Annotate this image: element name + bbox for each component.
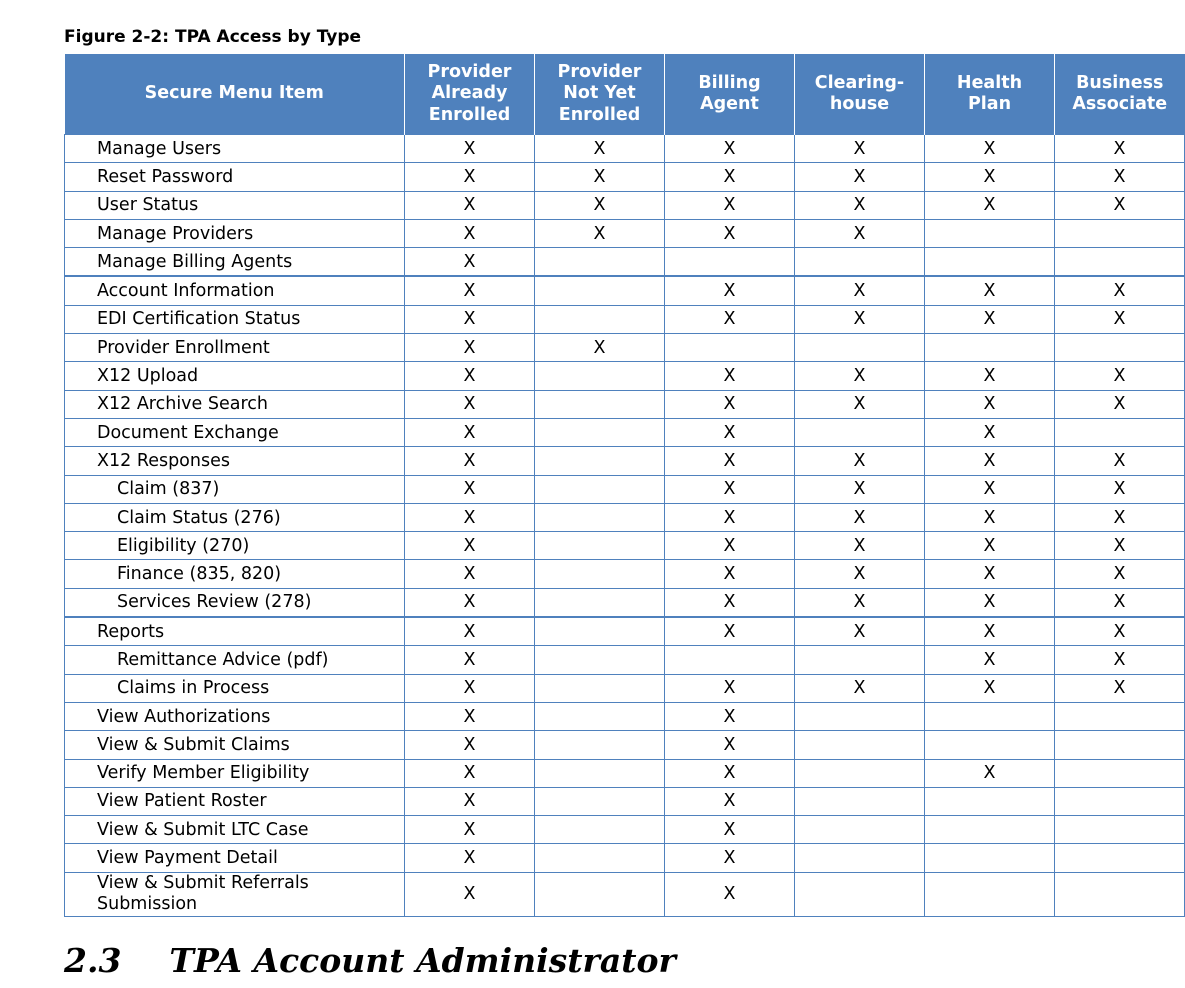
access-mark-cell: X xyxy=(925,135,1055,163)
access-mark-cell: X xyxy=(1055,588,1185,617)
column-header-line: Associate xyxy=(1072,94,1168,114)
access-mark-cell: X xyxy=(405,787,535,815)
access-mark-cell: X xyxy=(535,334,665,362)
table-row xyxy=(65,872,1185,916)
column-header-line: Billing xyxy=(698,72,761,93)
access-mark-cell: X xyxy=(665,135,795,163)
tpa-access-table xyxy=(64,54,1185,917)
menu-item-label: Manage Users xyxy=(65,135,405,163)
access-mark-cell: X xyxy=(665,759,795,787)
menu-item-label: View & Submit LTC Case xyxy=(65,816,405,844)
access-mark-cell xyxy=(535,617,665,646)
access-mark-cell: X xyxy=(1055,617,1185,646)
access-mark-cell: X xyxy=(405,532,535,560)
table-row xyxy=(65,844,1185,872)
access-mark-cell: X xyxy=(925,362,1055,390)
access-mark-cell: X xyxy=(925,759,1055,787)
access-mark-cell: X xyxy=(795,276,925,305)
access-mark-cell: X xyxy=(925,418,1055,446)
access-mark-cell: X xyxy=(925,503,1055,531)
access-mark-cell: X xyxy=(795,135,925,163)
column-header-line: Plan xyxy=(967,94,1012,114)
access-mark-cell: X xyxy=(1055,475,1185,503)
access-mark-cell xyxy=(1055,787,1185,815)
access-mark-cell: X xyxy=(405,475,535,503)
access-mark-cell: X xyxy=(405,191,535,219)
access-mark-cell: X xyxy=(925,390,1055,418)
access-mark-cell xyxy=(535,475,665,503)
access-mark-cell: X xyxy=(795,191,925,219)
access-mark-cell xyxy=(535,447,665,475)
access-mark-cell: X xyxy=(665,731,795,759)
table-row xyxy=(65,418,1185,446)
access-mark-cell: X xyxy=(535,219,665,247)
menu-item-label: Eligibility (270) xyxy=(65,532,405,560)
menu-item-label: View Patient Roster xyxy=(65,787,405,815)
table-row xyxy=(65,305,1185,333)
access-mark-cell: X xyxy=(665,560,795,588)
access-mark-cell: X xyxy=(1055,362,1185,390)
access-mark-cell: X xyxy=(795,475,925,503)
access-mark-cell: X xyxy=(665,844,795,872)
access-mark-cell: X xyxy=(925,276,1055,305)
access-mark-cell: X xyxy=(405,219,535,247)
column-header-line: Secure Menu Item xyxy=(144,83,324,104)
table-row xyxy=(65,503,1185,531)
access-mark-cell: X xyxy=(405,362,535,390)
access-mark-cell: X xyxy=(795,219,925,247)
access-mark-cell: X xyxy=(405,872,535,916)
access-mark-cell: X xyxy=(665,362,795,390)
menu-item-label: Claim (837) xyxy=(65,475,405,503)
access-mark-cell: X xyxy=(665,617,795,646)
access-mark-cell: X xyxy=(405,816,535,844)
access-mark-cell xyxy=(535,248,665,277)
table-row xyxy=(65,276,1185,305)
access-mark-cell: X xyxy=(795,390,925,418)
access-mark-cell xyxy=(535,418,665,446)
table-row xyxy=(65,702,1185,730)
section-number: 2.3 xyxy=(64,941,122,980)
access-mark-cell xyxy=(795,759,925,787)
access-mark-cell xyxy=(665,248,795,277)
access-mark-cell: X xyxy=(1055,305,1185,333)
access-mark-cell: X xyxy=(1055,503,1185,531)
access-mark-cell xyxy=(535,787,665,815)
access-mark-cell xyxy=(1055,219,1185,247)
access-mark-cell: X xyxy=(405,560,535,588)
access-mark-cell: X xyxy=(665,674,795,702)
access-mark-cell: X xyxy=(535,163,665,191)
access-mark-cell xyxy=(535,674,665,702)
column-header-line: Agent xyxy=(700,94,759,114)
table-row xyxy=(65,560,1185,588)
access-mark-cell: X xyxy=(665,588,795,617)
access-mark-cell: X xyxy=(795,305,925,333)
menu-item-label: View & Submit Referrals Submission xyxy=(65,872,405,916)
access-mark-cell: X xyxy=(795,588,925,617)
access-mark-cell: X xyxy=(1055,135,1185,163)
access-mark-cell: X xyxy=(925,617,1055,646)
access-mark-cell: X xyxy=(405,503,535,531)
access-mark-cell: X xyxy=(405,305,535,333)
access-mark-cell: X xyxy=(665,872,795,916)
access-mark-cell: X xyxy=(925,588,1055,617)
access-mark-cell: X xyxy=(1055,191,1185,219)
access-mark-cell: X xyxy=(925,532,1055,560)
access-mark-cell: X xyxy=(665,503,795,531)
column-header-line: house xyxy=(829,94,890,114)
access-mark-cell xyxy=(795,872,925,916)
access-mark-cell: X xyxy=(925,674,1055,702)
access-mark-cell: X xyxy=(665,163,795,191)
table-row xyxy=(65,617,1185,646)
menu-item-label: User Status xyxy=(65,191,405,219)
access-mark-cell xyxy=(535,816,665,844)
table-row xyxy=(65,248,1185,277)
access-mark-cell xyxy=(535,646,665,674)
column-header xyxy=(925,54,1055,135)
access-mark-cell xyxy=(925,248,1055,277)
access-mark-cell xyxy=(1055,872,1185,916)
access-mark-cell: X xyxy=(925,447,1055,475)
access-mark-cell xyxy=(795,816,925,844)
access-mark-cell xyxy=(795,418,925,446)
access-mark-cell: X xyxy=(405,418,535,446)
section-heading xyxy=(64,937,676,980)
access-mark-cell xyxy=(925,731,1055,759)
column-header-line: Not Yet xyxy=(563,83,636,104)
table-row xyxy=(65,447,1185,475)
column-header xyxy=(65,54,405,135)
menu-item-label: View Authorizations xyxy=(65,702,405,730)
access-mark-cell xyxy=(795,248,925,277)
access-mark-cell: X xyxy=(795,503,925,531)
table-row xyxy=(65,475,1185,503)
access-mark-cell xyxy=(1055,844,1185,872)
access-mark-cell xyxy=(1055,759,1185,787)
menu-item-label: Remittance Advice (pdf) xyxy=(65,646,405,674)
column-header-line: Enrolled xyxy=(558,104,641,125)
column-header-line: Provider xyxy=(427,61,512,82)
access-mark-cell xyxy=(795,702,925,730)
column-header xyxy=(535,54,665,135)
access-mark-cell xyxy=(535,362,665,390)
access-mark-cell: X xyxy=(665,305,795,333)
access-mark-cell: X xyxy=(795,362,925,390)
access-mark-cell xyxy=(795,844,925,872)
column-header-line: Health xyxy=(956,72,1023,93)
access-mark-cell xyxy=(1055,334,1185,362)
access-mark-cell: X xyxy=(405,731,535,759)
table-row xyxy=(65,334,1185,362)
access-mark-cell: X xyxy=(665,447,795,475)
access-mark-cell xyxy=(1055,248,1185,277)
access-mark-cell xyxy=(925,334,1055,362)
access-mark-cell xyxy=(1055,731,1185,759)
access-mark-cell xyxy=(535,731,665,759)
access-mark-cell: X xyxy=(665,191,795,219)
access-mark-cell: X xyxy=(405,447,535,475)
access-mark-cell: X xyxy=(405,390,535,418)
column-header-line: Clearing- xyxy=(814,72,905,93)
column-header-line: Already xyxy=(431,83,508,104)
access-mark-cell: X xyxy=(665,219,795,247)
access-mark-cell: X xyxy=(405,674,535,702)
menu-item-label: Claims in Process xyxy=(65,674,405,702)
access-mark-cell xyxy=(1055,702,1185,730)
tpa-access-table-wrapper xyxy=(64,54,1168,917)
menu-item-label: X12 Responses xyxy=(65,447,405,475)
access-mark-cell: X xyxy=(795,560,925,588)
access-mark-cell: X xyxy=(1055,560,1185,588)
column-header xyxy=(405,54,535,135)
access-mark-cell: X xyxy=(1055,390,1185,418)
access-mark-cell: X xyxy=(925,475,1055,503)
access-mark-cell: X xyxy=(1055,674,1185,702)
access-mark-cell xyxy=(535,702,665,730)
access-mark-cell xyxy=(535,503,665,531)
access-mark-cell xyxy=(535,305,665,333)
access-mark-cell xyxy=(535,560,665,588)
access-mark-cell: X xyxy=(535,191,665,219)
access-mark-cell: X xyxy=(665,702,795,730)
menu-item-label: Manage Providers xyxy=(65,219,405,247)
access-mark-cell xyxy=(535,759,665,787)
menu-item-label: View & Submit Claims xyxy=(65,731,405,759)
menu-item-label: View Payment Detail xyxy=(65,844,405,872)
access-mark-cell xyxy=(535,844,665,872)
access-mark-cell xyxy=(795,731,925,759)
menu-item-label: Claim Status (276) xyxy=(65,503,405,531)
access-mark-cell xyxy=(925,787,1055,815)
menu-item-label: Finance (835, 820) xyxy=(65,560,405,588)
menu-item-label: Provider Enrollment xyxy=(65,334,405,362)
access-mark-cell: X xyxy=(795,447,925,475)
access-mark-cell xyxy=(665,646,795,674)
column-header xyxy=(1055,54,1185,135)
access-mark-cell xyxy=(925,844,1055,872)
column-header-line: Provider xyxy=(557,61,642,82)
access-mark-cell: X xyxy=(665,787,795,815)
access-mark-cell xyxy=(665,334,795,362)
menu-item-label: Reset Password xyxy=(65,163,405,191)
access-mark-cell: X xyxy=(405,759,535,787)
menu-item-label: Account Information xyxy=(65,276,405,305)
access-mark-cell: X xyxy=(925,191,1055,219)
access-mark-cell: X xyxy=(405,844,535,872)
access-mark-cell: X xyxy=(925,305,1055,333)
access-mark-cell: X xyxy=(665,276,795,305)
access-mark-cell: X xyxy=(535,135,665,163)
access-mark-cell xyxy=(1055,418,1185,446)
access-mark-cell: X xyxy=(795,674,925,702)
access-mark-cell: X xyxy=(405,588,535,617)
menu-item-label: Document Exchange xyxy=(65,418,405,446)
menu-item-label: Services Review (278) xyxy=(65,588,405,617)
access-mark-cell xyxy=(535,872,665,916)
access-mark-cell: X xyxy=(795,617,925,646)
figure-title: Figure 2-2: TPA Access by Type xyxy=(64,27,362,47)
table-row xyxy=(65,219,1185,247)
table-row xyxy=(65,588,1185,617)
column-header-line: Business xyxy=(1076,72,1164,93)
access-mark-cell: X xyxy=(665,532,795,560)
access-mark-cell: X xyxy=(665,475,795,503)
menu-item-label: EDI Certification Status xyxy=(65,305,405,333)
access-mark-cell xyxy=(925,219,1055,247)
access-mark-cell: X xyxy=(795,163,925,191)
access-mark-cell: X xyxy=(795,532,925,560)
access-mark-cell xyxy=(535,390,665,418)
menu-item-label: Verify Member Eligibility xyxy=(65,759,405,787)
access-mark-cell: X xyxy=(1055,276,1185,305)
table-row xyxy=(65,646,1185,674)
access-mark-cell xyxy=(795,334,925,362)
table-body xyxy=(65,135,1185,917)
access-mark-cell: X xyxy=(665,418,795,446)
access-mark-cell: X xyxy=(405,163,535,191)
menu-item-label: X12 Archive Search xyxy=(65,390,405,418)
access-mark-cell: X xyxy=(405,334,535,362)
table-row xyxy=(65,390,1185,418)
table-row xyxy=(65,362,1185,390)
access-mark-cell xyxy=(795,646,925,674)
table-row xyxy=(65,816,1185,844)
access-mark-cell: X xyxy=(405,617,535,646)
column-header xyxy=(795,54,925,135)
table-row xyxy=(65,759,1185,787)
access-mark-cell: X xyxy=(405,702,535,730)
access-mark-cell: X xyxy=(1055,447,1185,475)
access-mark-cell xyxy=(1055,816,1185,844)
menu-item-label: X12 Upload xyxy=(65,362,405,390)
table-row xyxy=(65,787,1185,815)
table-row xyxy=(65,532,1185,560)
menu-item-label: Manage Billing Agents xyxy=(65,248,405,277)
menu-item-label: Reports xyxy=(65,617,405,646)
access-mark-cell: X xyxy=(925,560,1055,588)
access-mark-cell: X xyxy=(405,248,535,277)
access-mark-cell xyxy=(535,532,665,560)
access-mark-cell xyxy=(925,816,1055,844)
access-mark-cell: X xyxy=(925,163,1055,191)
section-title: TPA Account Administrator xyxy=(169,941,676,980)
access-mark-cell: X xyxy=(1055,163,1185,191)
table-row xyxy=(65,191,1185,219)
table-header-row xyxy=(65,54,1185,135)
access-mark-cell: X xyxy=(1055,646,1185,674)
access-mark-cell: X xyxy=(405,276,535,305)
column-header xyxy=(665,54,795,135)
access-mark-cell: X xyxy=(1055,532,1185,560)
access-mark-cell xyxy=(795,787,925,815)
access-mark-cell xyxy=(535,588,665,617)
access-mark-cell: X xyxy=(405,646,535,674)
table-row xyxy=(65,135,1185,163)
access-mark-cell: X xyxy=(665,390,795,418)
access-mark-cell: X xyxy=(925,646,1055,674)
access-mark-cell: X xyxy=(405,135,535,163)
column-header-line: Enrolled xyxy=(428,104,511,125)
table-row xyxy=(65,731,1185,759)
access-mark-cell: X xyxy=(665,816,795,844)
access-mark-cell xyxy=(925,702,1055,730)
table-row xyxy=(65,674,1185,702)
access-mark-cell xyxy=(535,276,665,305)
table-row xyxy=(65,163,1185,191)
access-mark-cell xyxy=(925,872,1055,916)
